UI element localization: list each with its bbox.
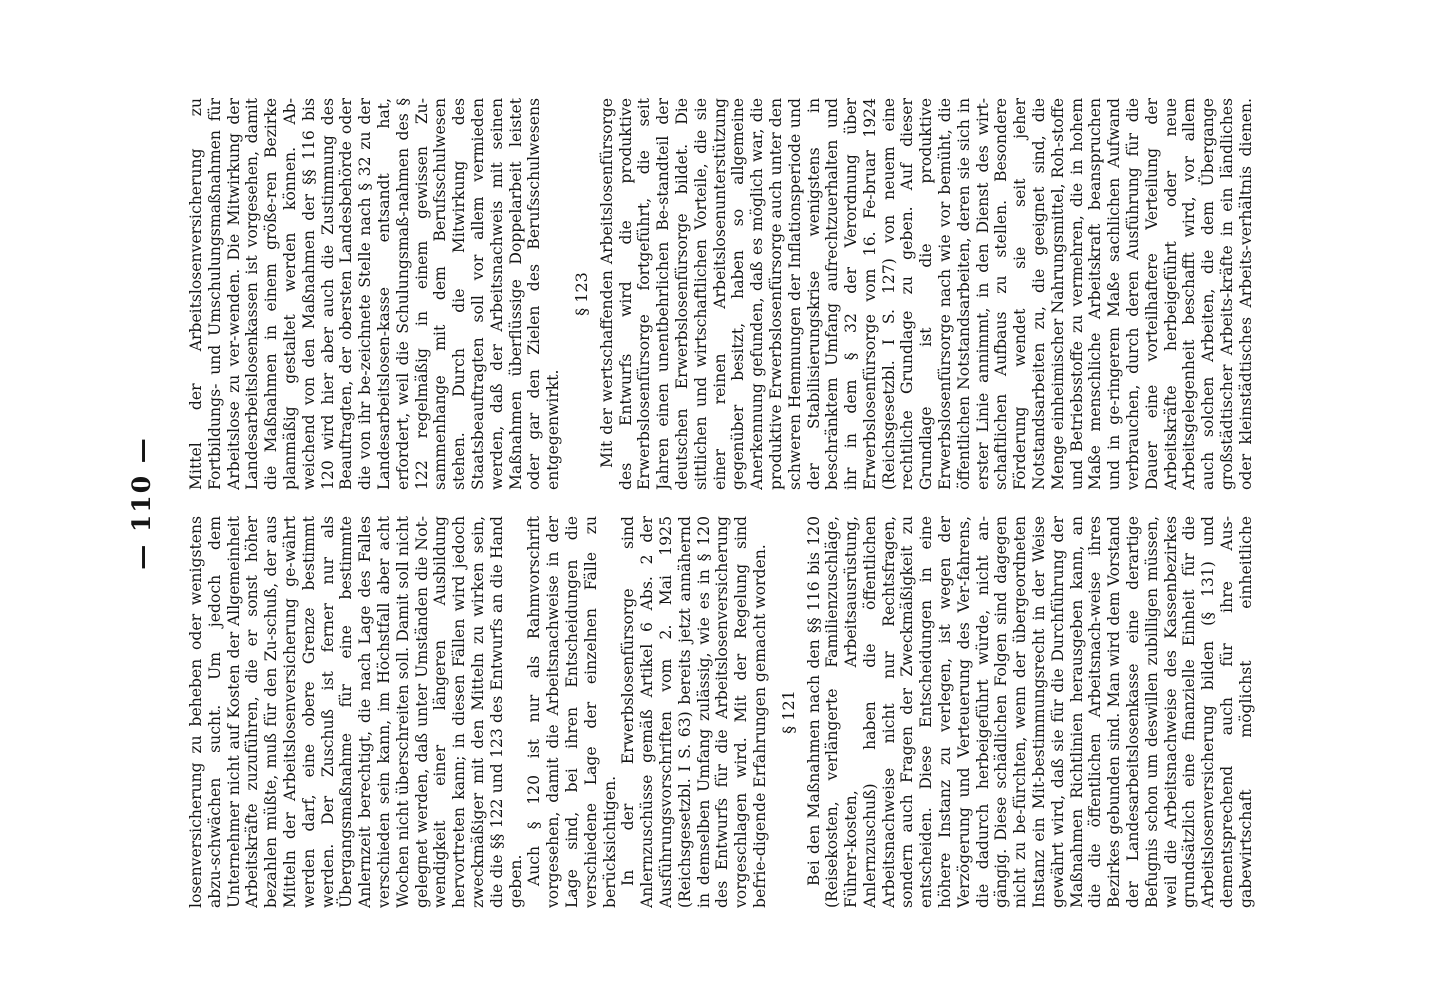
paragraph: Bei den Maßnahmen nach den §§ 116 bis 120 (Reisekosten, verlängerte Familienzuschläge, Führer-kosten, Arbeitsausrüstung, Anlernzuschuß) haben die öffentlichen Arbeitsnachweise nicht nur Rechtsfragen, sondern auch Fragen der Zweckmäßigkeit zu entscheiden. Diese Entscheidungen in eine höhere Instanz zu verlegen, ist wegen der Verzögerung und Verteuerung des Ver-fahrens, die dadurch herbeigeführt würde, nicht an-gängig. Diese schädlichen Folgen sind dagegen nicht zu be-fürchten, wenn der übergeordneten Instanz ein Mit-bestimmungsrecht in der Weise gewährt wird, daß sie für die Durchführung der Maßnahmen Richtlinien herausgeben kann, an die die öffentlichen Arbeitsnach-weise ihres Bezirkes gebunden sind. Man wird dem Vorstand der Landesarbeitslosenkasse eine derartige Befugnis schon um deswillen zubilligen müssen, weil die Arbeitsnachweise des Kassenbezirkes grundsätzlich eine finanzielle Einheit für die Arbeitslosenversicherung bilden (§ 131) und dementsprechend auch für ihre Aus-gabewirtschaft möglichst einheitliche: [804, 516, 1255, 908]
paragraph: Mittel der Arbeitslosenversicherung zu Fortbildungs- und Umschulungsmaßnahmen für Arbeitslose zu ver-wenden. Die Mitwirkung der Landesarbeitslosenkassen ist vorgesehen, damit die Maßnahmen in einem größe-ren Bezirke planmäßig gestaltet werden können. Ab-weichend von den Maßnahmen der §§ 116 bis 120 wird hier aber auch die Zustimmung des Beauftragten, der obersten Landesbehörde oder die von ihr be-zeichnete Stelle nach § 32 zu der Landesarbeitslosen-kasse entsandt hat, erfordert, weil die Schulungsmaß-nahmen des § 122 regelmäßig in einem gewissen Zu-sammenhange mit dem Berufsschulwesen stehen. Durch die Mitwirkung des Staatsbeauftragten soll vor allem vermieden werden, daß der Arbeitsnachweis mit seinen Maßnahmen überflüssige Doppelarbeit leistet oder gar den Zielen des Berufsschulwesens entgegenwirkt.: [187, 98, 563, 490]
left-text-column: [187, 516, 1257, 908]
paragraph: In der Erwerbslosenfürsorge sind Anlernzuschüsse gemäß Artikel 6 Abs. 2 der Ausführungsvorschriften vom 2. Mai 1925 (Reichsgesetzbl. I S. 63) bereits jetzt annähernd in demselben Umfang zulässig, wie es in § 120 des Entwurfs für die Arbeitslosenversicherung vorgeschlagen wird. Mit der Regelung sind befrie-digende Erfahrungen gemacht worden.: [619, 516, 769, 908]
right-text-column: [187, 98, 1257, 490]
paragraph: Auch § 120 ist nur als Rahmvorschrift vorgesehen, damit die Arbeitsnachweise in der Lage sind, bei ihren Entscheidungen die verschiedene Lage der einzelnen Fälle zu berücksichtigen.: [525, 516, 619, 908]
paragraph: Mit der wertschaffenden Arbeitslosenfürsorge des Entwurfs wird die produktive Erwerbslosenfürsorge fortgeführt, die seit Jahren einen unentbehrlichen Be-standteil der deutschen Erwerbslosenfürsorge bildet. Die sittlichen und wirtschaftlichen Vorteile, die sie einer reinen Arbeitslosenunterstützung gegenüber besitzt, haben so allgemeine Anerkennung gefunden, daß es möglich war, die produktive Erwerbslosenfürsorge auch unter den schweren Hemmungen der Inflationsperiode und der Stabilisierungskrise wenigstens in beschränktem Umfang aufrechtzuerhalten und ihr in dem § 32 der Verordnung über Erwerbslosenfürsorge vom 16. Fe-bruar 1924 (Reichsgesetzbl. I S. 127) von neuem eine rechtliche Grundlage zu geben. Auf dieser Grundlage ist die produktive Erwerbslosenfürsorge nach wie vor bemüht, die öffentlichen Notstandsarbeiten, deren sie sich in erster Linie annimmt, in den Dienst des wirt-schaftlichen Aufbaus zu stellen. Besondere Förderung wendet sie seit jeher Notstandsarbeiten zu, die geeignet sind, die Menge einheimischer Nahrungsmittel, Roh-stoffe und Betriebsstoffe zu vermehren, die in hohem Maße menschliche Arbeitskraft beanspruchen und in ge-ringerem Maße sachlichen Aufwand verbrauchen, durch deren Ausführung für die Dauer eine vorteilhaftere Verteilung der Arbeitskräfte herbeigeführt oder neue Arbeitsgelegenheit beschafft wird, vor allem auch solchen Arbeiten, die dem Übergange großstädtischer Arbeits-kräfte in ein ländliches oder kleinstädtisches Arbeits-verhältnis dienen.: [597, 98, 1255, 490]
rotated-document-page: [117, 88, 1297, 918]
paragraph: losenversicherung zu beheben oder wenigstens abzu-schwächen sucht. Um jedoch dem Unternehmer nicht auf Kosten der Allgemeinheit Arbeitskräfte zuzuführen, die er sonst höher bezahlen müßte, muß für den Zu-schuß, der aus Mitteln der Arbeitslosenversicherung ge-währt werden darf, eine obere Grenze bestimmt werden. Der Zuschuß ist ferner nur als Übergangsmaßnahme für eine bestimmte Anlernzeit berechtigt, die nach Lage des Falles verschieden sein kann, im Höchstfall aber acht Wochen nicht überschreiten soll. Damit soll nicht gelegnet werden, daß unter Umständen die Not-wendigkeit einer längeren Ausbildung hervortreten kann; in diesen Fällen wird jedoch zweckmäßiger mit den Mitteln zu wirken sein, die die §§ 122 und 123 des Entwurfs an die Hand geben.: [187, 516, 525, 908]
page-number: — 110 —: [127, 436, 156, 570]
section-heading: § 121: [778, 690, 798, 734]
section-heading: § 123: [571, 272, 591, 316]
